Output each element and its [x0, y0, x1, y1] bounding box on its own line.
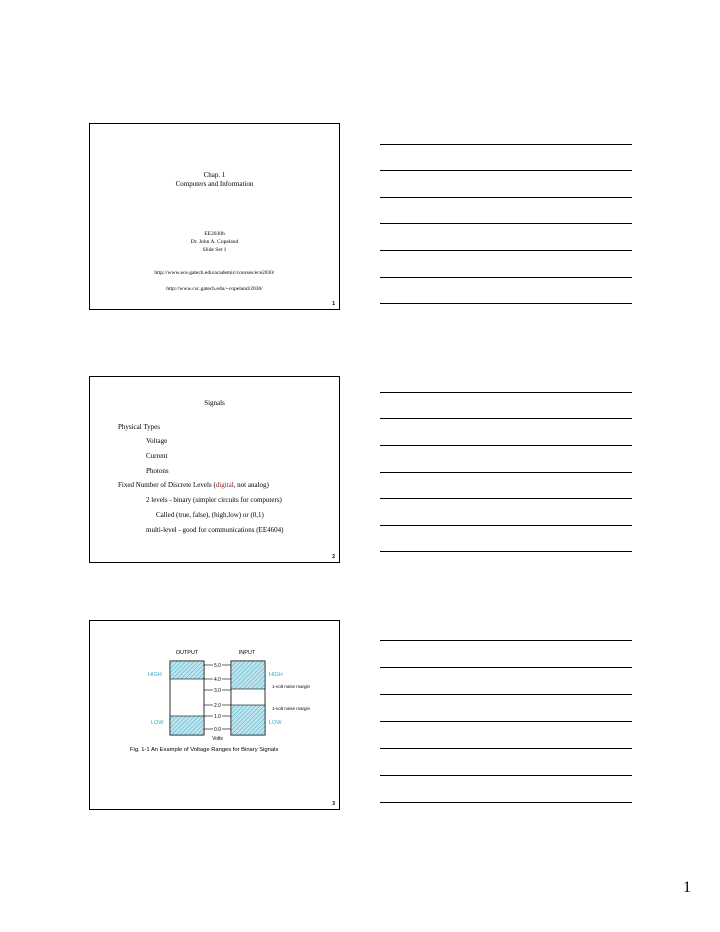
figure-caption: Fig. 1-1 An Example of Voltage Ranges for Binary Signals [130, 747, 279, 753]
slide-2-item: Called (true, false), (high,low) or (0,1) [156, 511, 264, 519]
note-line [380, 667, 632, 668]
slide-1 [89, 123, 340, 310]
slide-1-author: Dr. John A. Copeland [190, 239, 239, 245]
input-label: INPUT [238, 650, 256, 656]
slide-1-number: 1 [332, 301, 335, 307]
note-line [380, 197, 632, 198]
scale-unit: Volts [212, 736, 223, 742]
slide-2-item: Photons [146, 467, 169, 475]
scale-tick-label: 4.0 [214, 677, 221, 683]
note-line [380, 498, 632, 499]
scale-tick-label: 3.0 [214, 688, 221, 694]
note-line [380, 802, 632, 803]
scale-tick-label: 5.0 [214, 663, 221, 669]
text-segment: , not analog) [233, 481, 269, 489]
note-line [380, 694, 632, 695]
note-line [380, 250, 632, 251]
note-line [380, 472, 632, 473]
note-line [380, 721, 632, 722]
slide-1-link-1[interactable]: http://www.ece.gatech.edu/academic/courses/ece2030/ [154, 270, 275, 276]
slide-1-title-line-1: Chap. 1 [203, 171, 226, 179]
slide-1-set: Slide Set 1 [202, 247, 227, 253]
note-line [380, 392, 632, 393]
slide-2-item: Current [146, 452, 168, 460]
noise-margin-top: 1-volt noise margin [272, 684, 311, 689]
slide-2-item: multi-level - good for communications (EE4604) [146, 526, 284, 534]
input-low-label: LOW [269, 720, 282, 726]
input-low-band [231, 705, 265, 735]
note-line [380, 748, 632, 749]
slide-2-title: Signals [204, 399, 225, 407]
slide-1-link-2[interactable]: http://www.csc.gatech.edu/~copeland/2030/ [166, 286, 263, 292]
slide-1-course: EE2030h [204, 231, 225, 237]
note-line [380, 144, 632, 145]
voltage-ranges-figure [90, 621, 341, 811]
slide-2-item [118, 481, 269, 489]
input-high-label: HIGH [269, 672, 283, 678]
note-line [380, 775, 632, 776]
page-number: 1 [683, 879, 691, 896]
scale-tick-label: 1.0 [214, 714, 221, 720]
output-low-label: LOW [151, 720, 164, 726]
highlight-word: digital [215, 481, 234, 489]
slide-2-number: 2 [332, 554, 335, 560]
scale-tick-label: 2.0 [214, 703, 221, 709]
note-line [380, 277, 632, 278]
slide-3-number: 3 [332, 801, 335, 807]
slide-2-item: Voltage [146, 437, 168, 445]
input-high-band [231, 661, 265, 689]
note-line [380, 223, 632, 224]
slide-3 [89, 620, 340, 810]
note-line [380, 303, 632, 304]
output-high-band [170, 661, 204, 679]
output-label: OUTPUT [175, 650, 199, 656]
slide-2-item: Physical Types [118, 423, 160, 431]
scale-tick-label: 0.0 [214, 727, 221, 733]
text-segment: Fixed Number of Discrete Levels ( [118, 481, 216, 489]
output-high-label: HIGH [148, 672, 162, 678]
output-low-band [170, 716, 204, 735]
note-line [380, 551, 632, 552]
note-line [380, 418, 632, 419]
slide-1-title-line-2: Computers and Information [175, 180, 254, 188]
note-line [380, 640, 632, 641]
note-line [380, 445, 632, 446]
slide-2-item: 2 levels - binary (simpler circuits for computers) [146, 496, 282, 504]
slide-2 [89, 376, 340, 563]
note-line [380, 170, 632, 171]
note-line [380, 525, 632, 526]
noise-margin-bottom: 1-volt noise margin [272, 706, 311, 711]
